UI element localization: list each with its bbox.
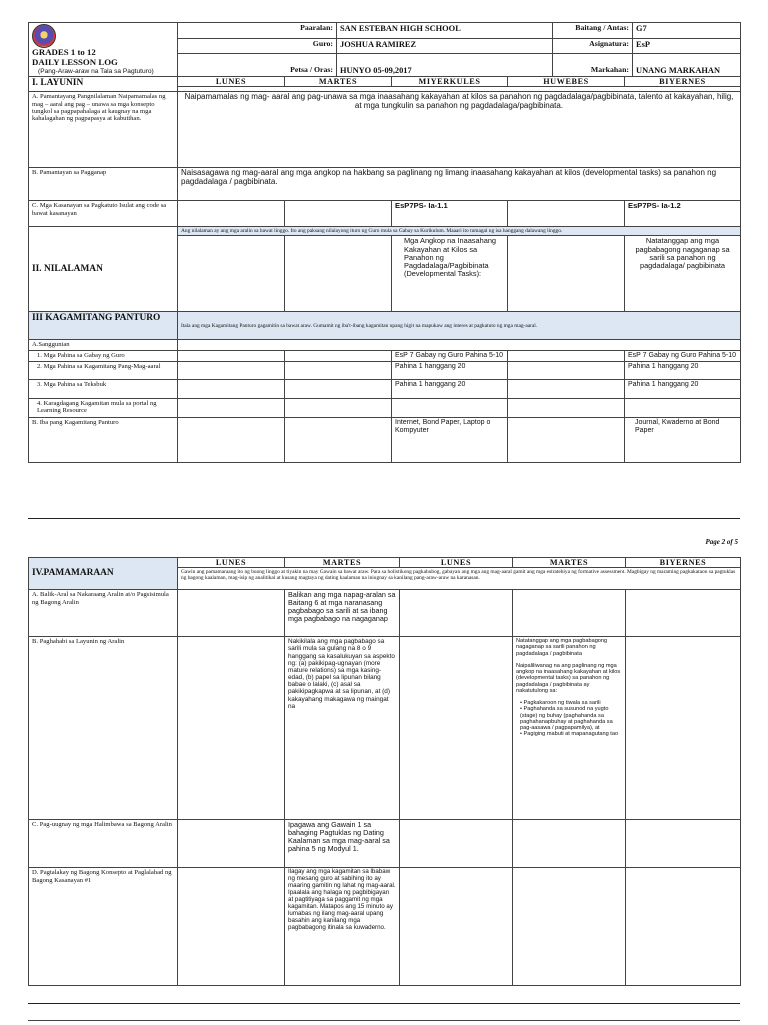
kasanayan-label: C. Mga Kasanayan sa Pagkatuto Isulat ang code sa bawat kasanayan bbox=[29, 201, 178, 227]
kagamitan-note: Itala ang mga Kagamitang Panturo gagamitin sa bawat araw. Gumamit ng iba't-ibang kagamitan upang higit na mapukaw ang interes at pagkatuto ng mga mag-aaral. bbox=[178, 312, 741, 340]
paaralan-label: Paaralan: bbox=[178, 23, 337, 39]
pagtalakay-tue: Ilagay ang mga kagamitan sa lbabaw ng mesang guro at sabihing ito ay maaring gamitin ng lahat ng mag-aaral. Ipaalala ang halaga ng pagbibigayan at pagtitiyaga sa paggamit ng mga kagamitan. Matapos ang 15 minuto ay lumabas ng ilang mag-aaral upang basahin ang kanilang mga pagbabagong itinala sa kuwaderno. bbox=[285, 868, 400, 986]
kagamitan-row-wed: Pahina 1 hanggang 20 bbox=[392, 361, 508, 379]
nilalaman-fri: Natatanggap ang mga pagbabagong nagaganap sa sarili sa panahon ng pagdadalaga/ pagbibinata bbox=[625, 236, 741, 312]
kasanayan-code-fri: EsP7PS- Ia-1.2 bbox=[625, 201, 741, 227]
lesson-log-page-1 bbox=[28, 22, 740, 463]
paghahabi-tue: Nakikilala ang mga pagbabago sa sarili mula sa gulang na 8 o 9 hanggang sa kasalukuyan sa aspekto ng: (a) pakikipag-ugnayan (more mature relations) sa mga kasing-edad, (b) papel sa lipunan bilang babae o lalaki, (c) asal sa pakikipagkapwa at sa lipunan, at (d) kakayahang makagawa ng maingat na bbox=[285, 637, 400, 820]
title-dll: DAILY LESSON LOG bbox=[32, 56, 118, 67]
pamantayang-pangnilalaman-text: Naipamamalas ng mag- aaral ang pag-unawa sa mga inaasahang kakayahan at kilos sa panahon ng pagdadalaga/pagbibinata, talento at kakayahan, hilig, at mga tungkulin sa panahon ng pagdadalaga/pagbibinata. bbox=[178, 92, 741, 168]
lesson-table-2 bbox=[28, 557, 741, 986]
baitang-label: Baitang / Antas: bbox=[553, 23, 633, 39]
page-number: Page 2 of 5 bbox=[705, 538, 738, 546]
day-header: BIYERNES bbox=[625, 77, 741, 87]
petsa-label: Petsa / Oras: bbox=[178, 54, 337, 77]
header-table bbox=[28, 22, 741, 77]
nilalaman-heading: II. NILALAMAN bbox=[29, 227, 178, 312]
balik-aral-label: A. Balik-Aral sa Nakaraang Aralin at/o Pagsisimula ng Bagong Aralin bbox=[29, 590, 178, 637]
day-header: MARTES bbox=[513, 558, 626, 568]
kagamitan-row-wed: Internet, Bond Paper, Laptop o Kompyuter bbox=[392, 417, 508, 462]
day-header: MIYERKULES bbox=[392, 77, 508, 87]
balik-aral-tue: Balikan ang mga napag-aralan sa Baitang 6 at mga naranasang pagbabago sa sarili at sa ibang mga pagbabago na nagaganap bbox=[285, 590, 400, 637]
kagamitan-row-label: 3. Mga Pahina sa Teksbuk bbox=[29, 379, 178, 398]
kagamitan-heading: III KAGAMITANG PANTURO bbox=[29, 312, 178, 340]
kagamitan-row-wed: EsP 7 Gabay ng Guro Pahina 5-10 bbox=[392, 350, 508, 361]
day-header: HUWEBES bbox=[508, 77, 625, 87]
title-subtitle: (Pang-Araw-araw na Tala sa Pagtuturo) bbox=[38, 67, 154, 75]
kagamitan-row-label: B. Iba pang Kagamitang Panturo bbox=[29, 417, 178, 462]
paghahabi-thu-bullet: Pagiging mabuti at mapanagutang tao bbox=[523, 731, 619, 738]
day-header: MARTES bbox=[285, 558, 400, 568]
kagamitan-row-fri: EsP 7 Gabay ng Guro Pahina 5-10 bbox=[625, 350, 741, 361]
paaralan-value: SAN ESTEBAN HIGH SCHOOL bbox=[337, 23, 553, 39]
day-header: LUNES bbox=[178, 558, 285, 568]
kagamitan-row-label: 4. Karagdagang Kagamitan mula sa portal ng Learning Resource bbox=[29, 398, 178, 417]
petsa-value: HUNYO 05-09,2017 bbox=[337, 54, 553, 77]
nilalaman-note: Ang nilalaman ay ang mga aralin sa bawat linggo. Ito ang paksang nilalayong ituro ng Guro mula sa Gabay sa Kurikulum. Maaari ito tumagal ng isa hanggang dalawang linggo. bbox=[178, 227, 741, 236]
paguugnay-tue: Ipagawa ang Gawain 1 sa bahaging Pagtuklas ng Dating Kaalaman sa mga mag-aaral sa pahina 5 ng Modyul 1. bbox=[285, 820, 400, 868]
kagamitan-row-wed bbox=[392, 398, 508, 417]
layunin-heading: I. LAYUNIN bbox=[29, 77, 178, 92]
kagamitan-row-label: 1. Mga Pahina sa Gabay ng Guro bbox=[29, 350, 178, 361]
markahan-value: UNANG MARKAHAN bbox=[633, 54, 741, 77]
markahan-label: Markahan: bbox=[553, 54, 633, 77]
page-divider bbox=[28, 518, 740, 519]
baitang-value: G7 bbox=[633, 23, 741, 39]
kagamitan-row-label: 2. Mga Pahina sa Kagamitang Pang-Mag-aaral bbox=[29, 361, 178, 379]
paguugnay-label: C. Pag-uugnay ng mga Halimbawa sa Bagong Aralin bbox=[29, 820, 178, 868]
kagamitan-row-fri bbox=[625, 398, 741, 417]
day-header: LUNES bbox=[400, 558, 513, 568]
pamantayan-pagganap-text: Naisasagawa ng mag-aaral ang mga angkop na hakbang sa paglinang ng limang inaasahang kakayahan at kilos (developmental tasks) sa panahon ng pagdadalaga / pagbibinata. bbox=[178, 168, 741, 201]
kasanayan-code-wed: EsP7PS- Ia-1.1 bbox=[392, 201, 508, 227]
paghahabi-thu: Natatanggap ang mga pagbabagong nagaganap sa sarili panahon ng pagdadalaga / pagbibinata Naipaliliwanag na ang paglinang ng mga angkop na inaasahang kakayahan at kilos (developmental tasks) sa panahon ng pagdadalaga / pagbibinata ay nakatutulong sa: • Pagkakaroon ng tiwala sa sarili • Paghahanda sa susunod na yugto (stage) ng buhay (paghahanda sa paghahanapbuhay at paghahanda sa pag-aasawa / pagpapamilya), at • Pagiging mabuti at mapanagutang tao bbox=[513, 637, 626, 820]
day-header: LUNES bbox=[178, 77, 285, 87]
guro-value: JOSHUA RAMIREZ bbox=[337, 38, 553, 54]
guro-label: Guro: bbox=[178, 38, 337, 54]
paghahabi-label: B. Paghahabi sa Layunin ng Aralin bbox=[29, 637, 178, 820]
lesson-log-page-2 bbox=[28, 557, 740, 986]
day-header: MARTES bbox=[285, 77, 392, 87]
pamamaraan-heading: IV.PAMAMARAAN bbox=[29, 558, 178, 590]
lesson-table-1 bbox=[28, 76, 741, 463]
pagtalakay-label: D. Pagtalakay ng Bagong Konsepto at Paglalahad ng Bagong Kasanayan #1 bbox=[29, 868, 178, 986]
kagamitan-row-wed: Pahina 1 hanggang 20 bbox=[392, 379, 508, 398]
page-divider bbox=[28, 1003, 740, 1004]
asignatura-label: Asignatura: bbox=[553, 38, 633, 54]
kagamitan-row-fri: Pahina 1 hanggang 20 bbox=[625, 361, 741, 379]
sanggunian-label: A.Sanggunian bbox=[29, 340, 178, 350]
title-grades: GRADES 1 to 12 bbox=[32, 47, 96, 57]
paghahabi-thu-bullet: Pagkakaroon ng tiwala sa sarili bbox=[523, 700, 601, 707]
kagamitan-row-fri: Journal, Kwaderno at Bond Paper bbox=[625, 417, 741, 462]
day-header: BIYERNES bbox=[626, 558, 741, 568]
pamantayan-pagganap-label: B. Pamantayan sa Pagganap bbox=[29, 168, 178, 201]
pamamaraan-note: Gawin ang pamamaraang ito ng buong linggo at tiyakin na may Gawain sa bawat araw. Para sa holistikong pagkahubog, gabayan ang mga ang mag-aaral gamit ang mga estratehiya ng formative assessment. Magbigay ng maraming pagkakataon sa pagtuklas ng bagong kaalaman, mag-isip ng analitikal at kusang magtaya ng dating kaalaman na iniugnay sa kanilang pang-araw-araw na karanasan. bbox=[178, 568, 741, 590]
paghahabi-thu-bullet: Paghahanda sa susunod na yugto (stage) ng buhay (paghahanda sa paghahanapbuhay at paghahanda sa pag-aasawa / pagpapamilya), at bbox=[520, 706, 613, 732]
pamantayang-pangnilalaman-label: A. Pamantayang Pangnilalaman Naipamamalas ng mag – aaral ang pag – unawa sa mga konsepto tungkol sa pagpapahalaga at kaugnay na mga kahalagahan ng pagpapasya at kabutihan. bbox=[29, 92, 178, 168]
asignatura-value: EsP bbox=[633, 38, 741, 54]
paghahabi-thu-p2: Naipaliliwanag na ang paglinang ng mga angkop na inaasahang kakayahan at kilos (developmental tasks) sa panahon ng pagdadalaga / pagbibinata ay nakatutulong sa: bbox=[516, 662, 621, 694]
next-page-table-edge bbox=[28, 1020, 740, 1025]
kagamitan-row-fri: Pahina 1 hanggang 20 bbox=[625, 379, 741, 398]
dll-title-block bbox=[29, 23, 178, 77]
deped-seal-icon bbox=[32, 24, 56, 48]
paghahabi-thu-p1: Natatanggap ang mga pagbabagong nagaganap sa sarili panahon ng pagdadalaga / pagbibinata bbox=[516, 638, 608, 657]
nilalaman-wed: Mga Angkop na Inaasahang Kakayahan at Kilos sa Panahon ng Pagdadalaga/Pagbibinata (Developmental Tasks): bbox=[392, 236, 508, 312]
